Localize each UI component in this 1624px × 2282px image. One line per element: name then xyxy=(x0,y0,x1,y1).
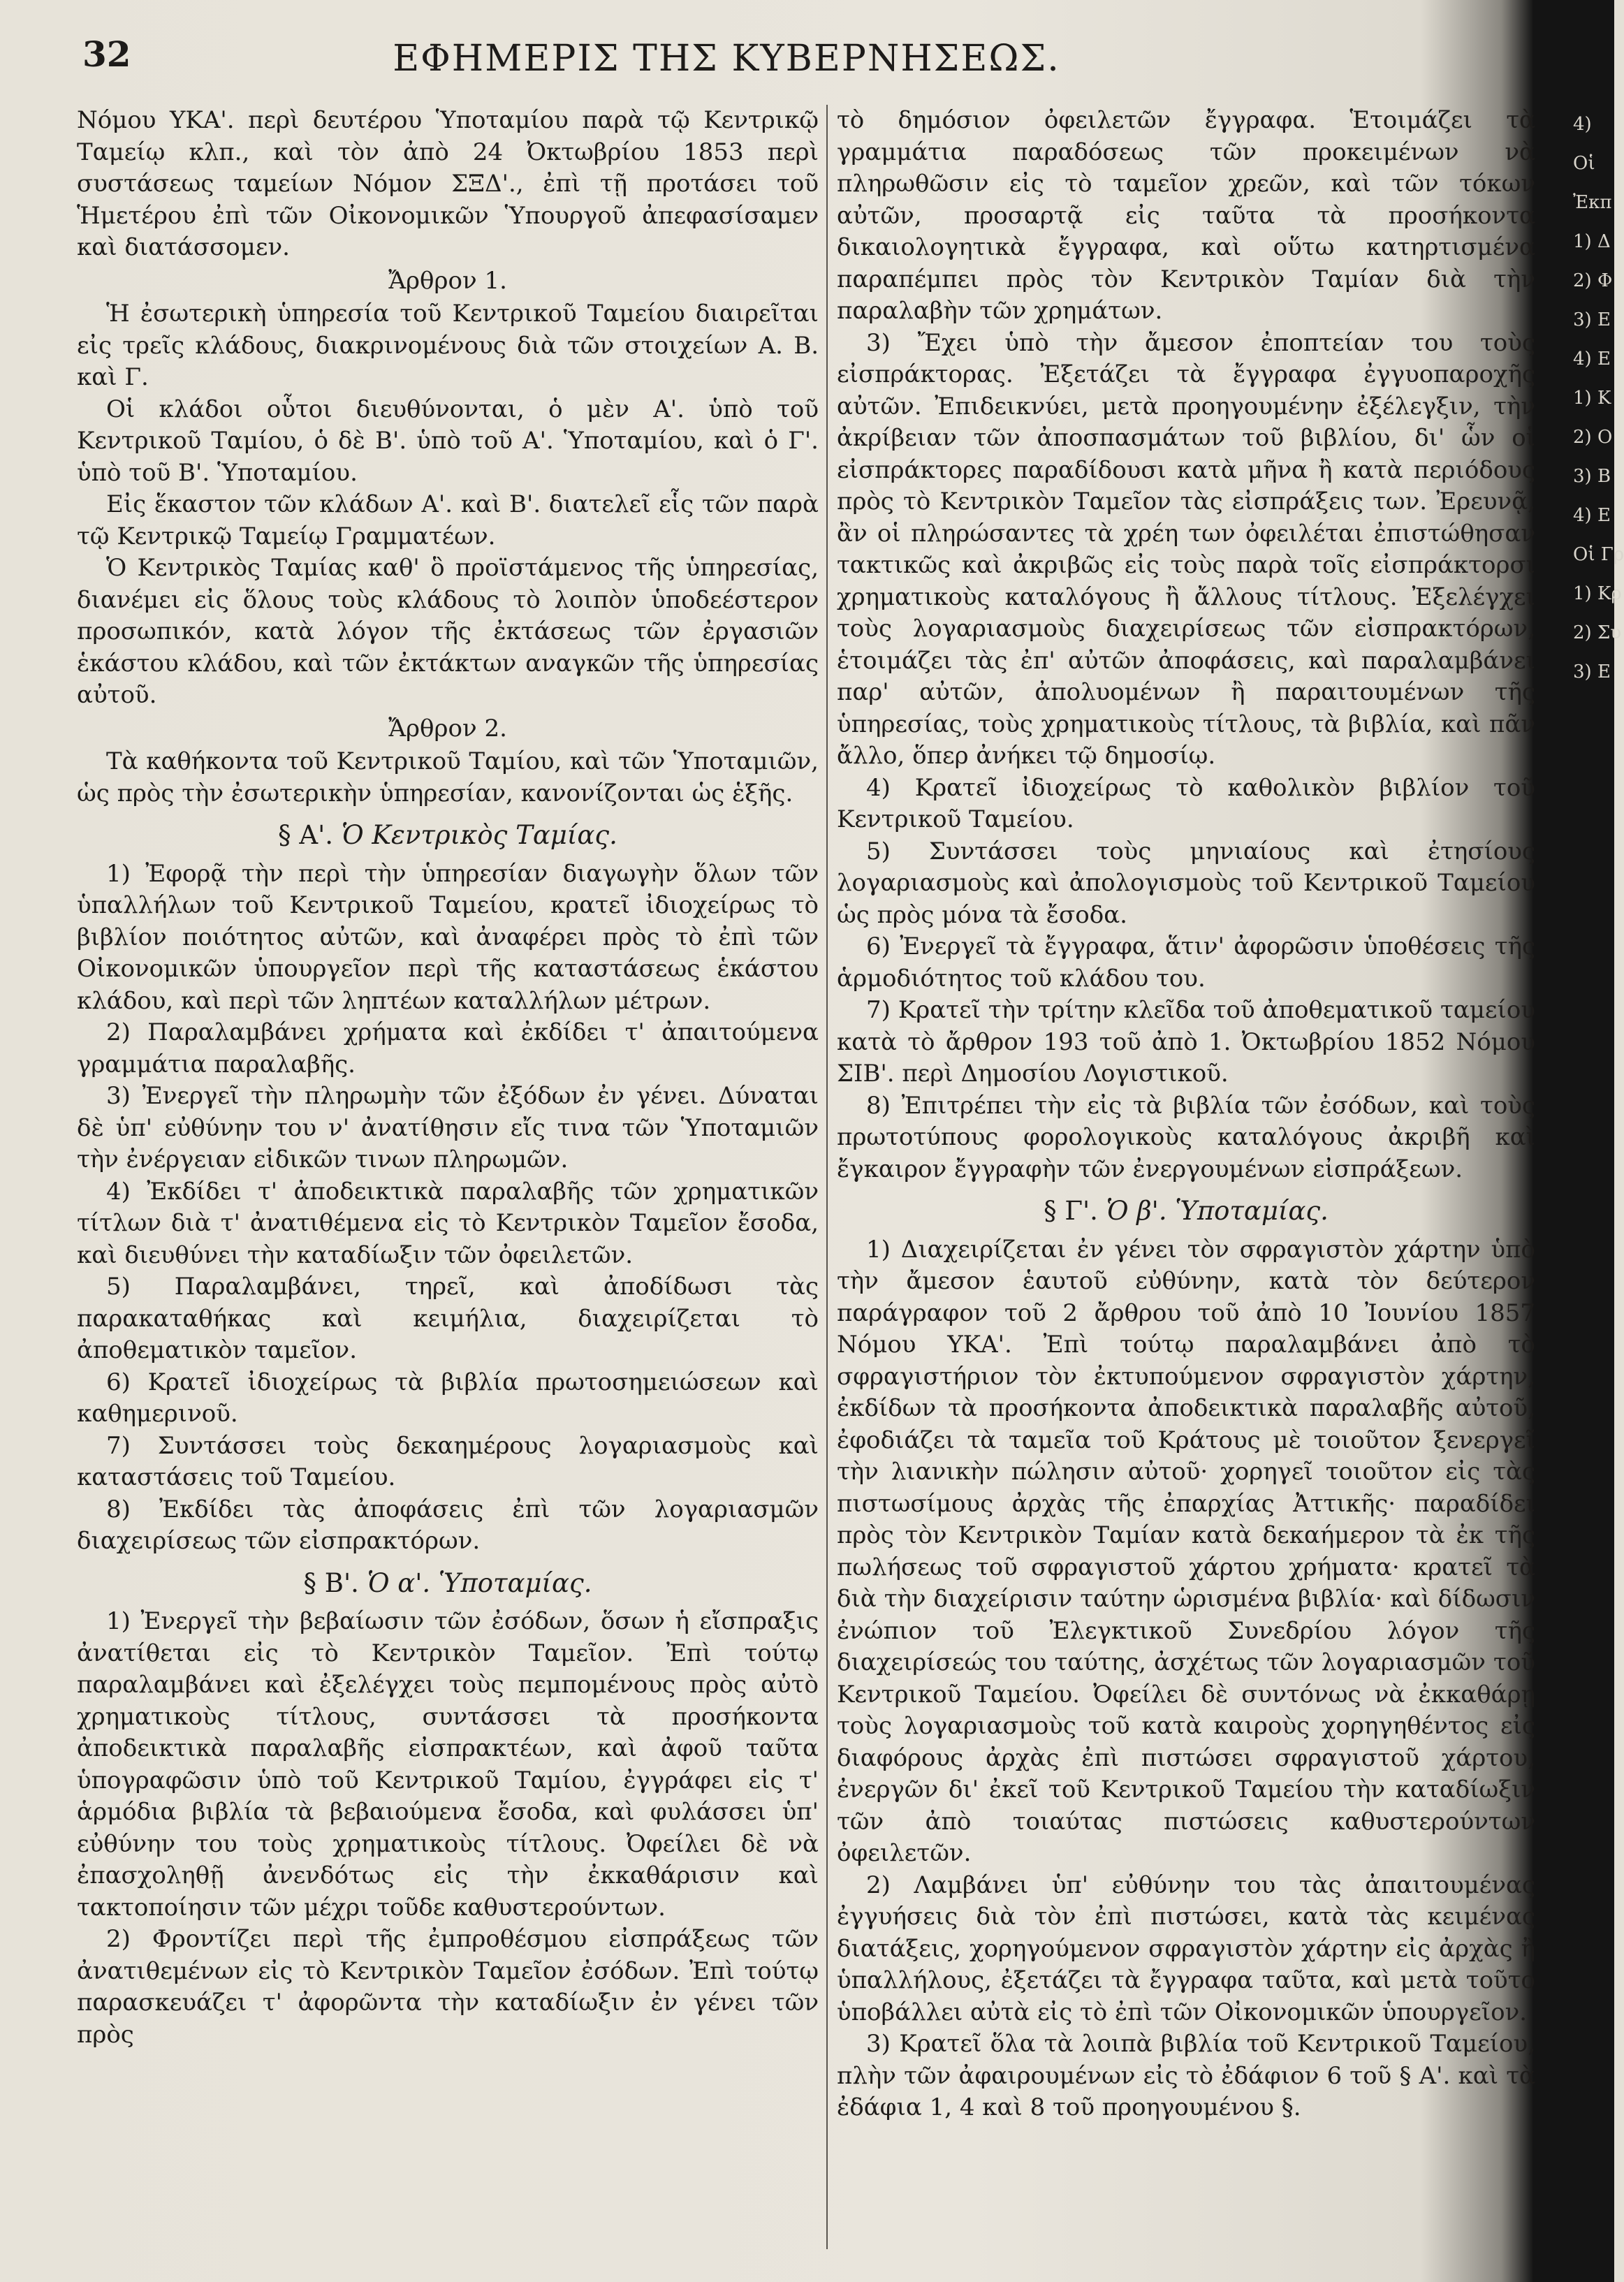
edge-fragment: 4) xyxy=(1573,114,1592,135)
article-1-paragraph: Ἡ ἐσωτερικὴ ὑπηρεσία τοῦ Κεντρικοῦ Ταμείου διαιρεῖται εἰς τρεῖς κλάδους, διακρινομένους διὰ τῶν στοιχείων Α. Β. καὶ Γ. xyxy=(77,300,819,391)
page-header xyxy=(77,28,1516,91)
section-a-item: 6) Κρατεῖ ἰδιοχείρως τὰ βιβλία πρωτοσημειώσεων καὶ καθημερινοῦ. xyxy=(77,1368,819,1428)
article-1-paragraph: Οἱ κλάδοι οὗτοι διευθύνονται, ὁ μὲν Α'. ὑπὸ τοῦ Κεντρικοῦ Ταμίου, ὁ δὲ Β'. ὑπὸ τοῦ Α'. Ὑποταμίου, καὶ ὁ Γ'. ὑπὸ τοῦ Β'. Ὑποταμίου. xyxy=(77,395,819,487)
edge-fragment: Οἱ Γρ xyxy=(1573,544,1624,565)
section-b-item: 3) Ἔχει ὑπὸ τὴν ἄμεσον ἐποπτείαν του τοὺς εἰσπράκτορας. Ἐξετάζει τὰ ἔγγραφα ἐγγυοπαροχῆς αὐτῶν. Ἐπιδεικνύει, μετὰ προηγουμένην ἐξέλεγξιν, τὴν ἀκρίβειαν τῶν ἀποσπασμάτων τοῦ βιβλίου, δι' ὧν οἱ εἰσπράκτορες παραδίδουσι κατὰ μῆνα ἢ κατὰ περιόδους πρὸς τὸ Κεντρικὸν Ταμεῖον τὰς εἰσπράξεις των. Ἐρευνᾷ, ἂν οἱ πληρώσαντες τὰ χρέη των ὀφειλέται ἐπιστώθησαν τακτικῶς καὶ ἀκριβῶς εἰς τοὺς παρὰ τοῖς εἰσπράκτορσι χρηματικοὺς καταλόγους ἢ ἄλλους τίτλους. Ἐξελέγχει τοὺς λογαριασμοὺς διαχειρίσεως τῶν εἰσπρακτόρων, ἑτοιμάζει τὰς ἐπ' αὐτῶν ἀποφάσεις, καὶ παραλαμβάνει παρ' αὐτῶν, ἀπολυομένων ἢ παραιτουμένων τῆς ὑπηρεσίας, τοὺς χρηματικοὺς τίτλους, τὰ βιβλία, καὶ πᾶν ἄλλο, ὅπερ ἀνήκει τῷ δημοσίῳ. xyxy=(837,328,1535,770)
facing-page-edge xyxy=(1573,105,1624,2249)
section-b-item: 2) Φροντίζει περὶ τῆς ἐμπροθέσμου εἰσπράξεως τῶν ἀνατιθεμένων εἰς τὸ Κεντρικὸν Ταμεῖον ἐσόδων. Ἐπὶ τούτῳ παρασκευάζει τ' ἀφορῶντα τὴν καταδίωξιν ἐν γένει τῶν πρὸς xyxy=(77,1925,819,2049)
section-c-label: § Γ'. xyxy=(1044,1196,1098,1226)
section-b-item: 5) Συντάσσει τοὺς μηνιαίους καὶ ἐτησίους λογαριασμοὺς καὶ ἀπολογισμοὺς τοῦ Κεντρικοῦ Ταμείου ὡς πρὸς μόνα τὰ ἔσοδα. xyxy=(837,837,1535,929)
section-b-heading xyxy=(77,1567,819,1600)
article-1-paragraph: Ὁ Κεντρικὸς Ταμίας καθ' ὃ προϊστάμενος τῆς ὑπηρεσίας, διανέμει εἰς ὅλους τοὺς κλάδους τὸ λοιπὸν ὑποδεέστερον προσωπικόν, κατὰ λόγον τῆς ἐκτάσεως τῶν ἐργασιῶν ἑκάστου κλάδου, καὶ τῶν ἐκτάκτων αναγκῶν τῆς ὑπηρεσίας αὐτοῦ. xyxy=(77,554,819,709)
column-divider xyxy=(826,105,828,2249)
section-c-item: 2) Λαμβάνει ὑπ' εὐθύνην του τὰς ἀπαιτουμένας ἐγγυήσεις διὰ τὸν ἐπὶ πιστώσει, κατὰ τὰς κειμένας διατάξεις, χορηγούμενον σφραγιστὸν χάρτην εἰς ἀρχὰς ἢ ὑπαλλήλους, ἐξετάζει τὰ ἔγγραφα ταῦτα, καὶ μετὰ τοῦτο ὑποβάλλει αὐτὰ εἰς τὸ ἐπὶ τῶν Οἰκονομικῶν ὑπουργεῖον. xyxy=(837,1871,1535,2026)
edge-fragment: Ἐκπ xyxy=(1573,192,1612,213)
edge-fragment: 1) Κρ xyxy=(1573,583,1622,604)
article-1-heading: Ἄρθρον 1. xyxy=(388,266,507,295)
section-a-title: Ὁ Κεντρικὸς Ταμίας. xyxy=(341,820,617,850)
edge-fragment: 3) Β xyxy=(1573,466,1611,487)
section-a-item: 8) Ἐκδίδει τὰς ἀποφάσεις ἐπὶ τῶν λογαριασμῶν διαχειρίσεως τῶν εἰσπρακτόρων. xyxy=(77,1495,819,1555)
section-a-label: § Α'. xyxy=(278,820,334,850)
section-b-label: § Β'. xyxy=(303,1567,359,1598)
edge-fragment: 4) Ε xyxy=(1573,349,1611,370)
edge-fragment: 1) Κ xyxy=(1573,388,1611,409)
section-b-item: 7) Κρατεῖ τὴν τρίτην κλεῖδα τοῦ ἀποθεματικοῦ ταμείου κατὰ τὸ ἄρθρον 193 τοῦ ἀπὸ 1. Ὀκτωβρίου 1852 Νόμου ΣΙΒ'. περὶ Δημοσίου Λογιστικοῦ. xyxy=(837,996,1535,1088)
intro-paragraph: Νόμου ΥΚΑ'. περὶ δευτέρου Ὑποταμίου παρὰ τῷ Κεντρικῷ Ταμείῳ κλπ., καὶ τὸν ἀπὸ 24 Ὀκτωβρίου 1853 περὶ συστάσεως ταμείων Νόμον ΣΞΔ'., ἐπὶ τῇ προτάσει τοῦ Ἡμετέρου ἐπὶ τῶν Οἰκονομικῶν Ὑπουργοῦ ἀπεφασίσαμεν καὶ διατάσσομεν. xyxy=(77,106,819,261)
section-c-title: Ὁ β'. Ὑποταμίας. xyxy=(1106,1196,1329,1226)
section-b-item: 8) Ἐπιτρέπει τὴν εἰς τὰ βιβλία τῶν ἐσόδων, καὶ τοὺς πρωτοτύπους φορολογικοὺς καταλόγους ἀκριβῆ καὶ ἔγκαιρον ἔγγραφὴν τῶν ἐνεργουμένων εἰσπράξεων. xyxy=(837,1091,1535,1183)
section-a-heading xyxy=(77,819,819,851)
edge-fragment: Οἱ xyxy=(1573,153,1595,174)
page-number: 32 xyxy=(82,34,131,75)
section-c-item: 1) Διαχειρίζεται ἐν γένει τὸν σφραγιστὸν χάρτην ὑπὸ τὴν ἄμεσον ἑαυτοῦ εὐθύνην, κατὰ τὸν δεύτερον παράγραφον τοῦ 2 ἄρθρου τοῦ ἀπὸ 10 Ἰουνίου 1857 Νόμου ΥΚΑ'. Ἐπὶ τούτῳ παραλαμβάνει ἀπὸ τὸ σφραγιστήριον τὸν ἐκτυπούμενον σφραγιστὸν χάρτην, ἐκδίδων τὰ προσήκοντα ἀποδεικτικὰ παραλαβῆς αὐτοῦ, ἐφοδιάζει τὰ ταμεῖα τοῦ Κράτους μὲ τοιοῦτον ξενεργεῖ τὴν λιανικὴν πώλησιν αὐτοῦ· χορηγεῖ τοιοῦτον εἰς τὰς πιστωσίμους ἀρχὰς τῆς ἐπαρχίας Ἀττικῆς· παραδίδει πρὸς τὸν Κεντρικὸν Ταμίαν κατὰ δεκαήμερον τὰ ἐκ τῆς πωλήσεως τοῦ σφραγιστοῦ χάρτου χρήματα· κρατεῖ τὰ διὰ τὴν διαχείρισιν ταύτην ὡρισμένα βιβλία· καὶ δίδωσιν ἐνώπιον τοῦ Ἐλεγκτικοῦ Συνεδρίου λόγον τῆς διαχειρίσεώς του ταύτης, ἀσχέτως τῶν λογαριασμῶν τοῦ Κεντρικοῦ Ταμείου. Ὀφείλει δὲ συντόνως νὰ ἐκκαθάρῃ τοὺς λογαριασμοὺς τοῦ κατὰ καιροὺς χορηγηθέντος εἰς διαφόρους ἀρχὰς ἐπὶ πιστώσει σφραγιστοῦ χάρτου, ἐνεργῶν δι' ἐκεῖ τοῦ Κεντρικοῦ Ταμείου τὴν καταδίωξιν τῶν ἀπὸ τοιαύτας πιστώσεις καθυστερούντων ὀφειλετῶν. xyxy=(837,1235,1535,1867)
section-a-item: 2) Παραλαμβάνει χρήματα καὶ ἐκδίδει τ' ἀπαιτούμενα γραμμάτια παραλαβῆς. xyxy=(77,1018,819,1078)
section-a-item: 3) Ἐνεργεῖ τὴν πληρωμὴν τῶν ἐξόδων ἐν γένει. Δύναται δὲ ὑπ' εὐθύνην του ν' ἀνατίθησιν εἴς τινα τῶν Ὑποταμιῶν τὴν ἐνέργειαν εἰδικῶν τινων πληρωμῶν. xyxy=(77,1082,819,1173)
left-column xyxy=(77,105,819,2051)
section-a-item: 4) Ἐκδίδει τ' ἀποδεικτικὰ παραλαβῆς τῶν χρηματικῶν τίτλων διὰ τ' ἀνατιθέμενα εἰς τὸ Κεντρικὸν Ταμεῖον ἔσοδα, καὶ διευθύνει τὴν καταδίωξιν τῶν ὀφειλετῶν. xyxy=(77,1177,819,1269)
edge-fragment: 2) Συ xyxy=(1573,622,1622,643)
edge-fragment: 4) Ε xyxy=(1573,505,1611,526)
edge-fragment: 1) Δ xyxy=(1573,231,1611,252)
edge-fragment: 3) Ε xyxy=(1573,661,1611,682)
section-b-item: 6) Ἐνεργεῖ τὰ ἔγγραφα, ἅτιν' ἀφορῶσιν ὑποθέσεις τῆς ἁρμοδιότητος τοῦ κλάδου του. xyxy=(837,932,1535,993)
edge-fragment: 2) Φ xyxy=(1573,270,1613,291)
section-c-item: 3) Κρατεῖ ὅλα τὰ λοιπὰ βιβλία τοῦ Κεντρικοῦ Ταμείου, πλὴν τῶν ἀφαιρουμένων εἰς τὸ ἐδάφιον 6 τοῦ § Α'. καὶ τὰ ἐδάφια 1, 4 καὶ 8 τοῦ προηγουμένου §. xyxy=(837,2030,1535,2121)
article-2-heading: Ἄρθρον 2. xyxy=(388,714,507,743)
article-1-paragraph: Εἰς ἕκαστον τῶν κλάδων Α'. καὶ Β'. διατελεῖ εἷς τῶν παρὰ τῷ Κεντρικῷ Ταμείῳ Γραμματέων. xyxy=(77,490,819,550)
section-b-title: Ὁ α'. Ὑποταμίας. xyxy=(367,1567,592,1598)
edge-fragment: 2) Ο xyxy=(1573,427,1613,448)
section-a-item: 7) Συντάσσει τοὺς δεκαημέρους λογαριασμοὺς καὶ καταστάσεις τοῦ Ταμείου. xyxy=(77,1431,819,1491)
right-column xyxy=(837,105,1535,2124)
section-c-heading xyxy=(837,1195,1535,1227)
continuation-paragraph: τὸ δημόσιον ὀφειλετῶν ἔγγραφα. Ἑτοιμάζει τὰ γραμμάτια παραδόσεως τῶν προκειμένων νὰ πληρωθῶσιν εἰς τὸ ταμεῖον χρεῶν, καὶ τῶν τόκων αὐτῶν, προσαρτᾷ εἰς ταῦτα τὰ προσήκοντα δικαιολογητικὰ ἔγγραφα, καὶ οὕτω κατηρτισμένα παραπέμπει πρὸς τὸν Κεντρικὸν Ταμίαν διὰ τὴν παραλαβὴν τῶν χρημάτων. xyxy=(837,106,1535,325)
article-2-paragraph: Τὰ καθήκοντα τοῦ Κεντρικοῦ Ταμίου, καὶ τῶν Ὑποταμιῶν, ὡς πρὸς τὴν ἐσωτερικὴν ὑπηρεσίαν, κανονίζονται ὡς ἑξῆς. xyxy=(77,747,819,807)
section-b-item: 4) Κρατεῖ ἰδιοχείρως τὸ καθολικὸν βιβλίον τοῦ Κεντρικοῦ Ταμείου. xyxy=(837,773,1535,833)
section-a-item: 5) Παραλαμβάνει, τηρεῖ, καὶ ἀποδίδωσι τὰς παρακαταθήκας καὶ κειμήλια, διαχειρίζεται τὸ ἀποθεματικὸν ταμεῖον. xyxy=(77,1273,819,1364)
section-a-item: 1) Ἐφορᾷ τὴν περὶ τὴν ὑπηρεσίαν διαγωγὴν ὅλων τῶν ὑπαλλήλων τοῦ Κεντρικοῦ Ταμείου, κρατεῖ ἰδιοχείρως τὸ βιβλίον ποιότητος αὐτῶν, καὶ ἀναφέρει πρὸς τὸ ἐπὶ τῶν Οἰκονομικῶν ὑπουργεῖον περὶ τῆς καταστάσεως ἑκάστου κλάδου, καὶ περὶ τῶν ληπτέων καταλλήλων μέτρων. xyxy=(77,859,819,1015)
running-title: ΕΦΗΜΕΡΙΣ ΤΗΣ ΚΥΒΕΡΝΗΣΕΩΣ. xyxy=(393,38,1060,80)
section-b-item: 1) Ἐνεργεῖ τὴν βεβαίωσιν τῶν ἐσόδων, ὅσων ἡ εἴσπραξις ἀνατίθεται εἰς τὸ Κεντρικὸν Ταμεῖον. Ἐπὶ τούτῳ παραλαμβάνει καὶ ἐξελέγχει τοὺς πεμπομένους πρὸς αὐτὸ χρηματικοὺς τίτλους, συντάσσει τὰ προσήκοντα ἀποδεικτικὰ παραλαβῆς εἰσπρακτέων, καὶ ἀφοῦ ταῦτα ὑπογραφῶσιν ὑπὸ τοῦ Κεντρικοῦ Ταμίου, ἐγγράφει εἰς τ' ἁρμόδια βιβλία τὰ βεβαιούμενα ἔσοδα, καὶ φυλάσσει ὑπ' εὐθύνην του τοὺς χρηματικοὺς τίτλους. Ὀφείλει δὲ νὰ ἐπασχοληθῇ ἀνενδότως εἰς τὴν ἐκκαθάρισιν καὶ τακτοποίησιν τῶν μέχρι τοῦδε καθυστερούντων. xyxy=(77,1607,819,1922)
edge-fragment: 3) Ε xyxy=(1573,309,1611,330)
